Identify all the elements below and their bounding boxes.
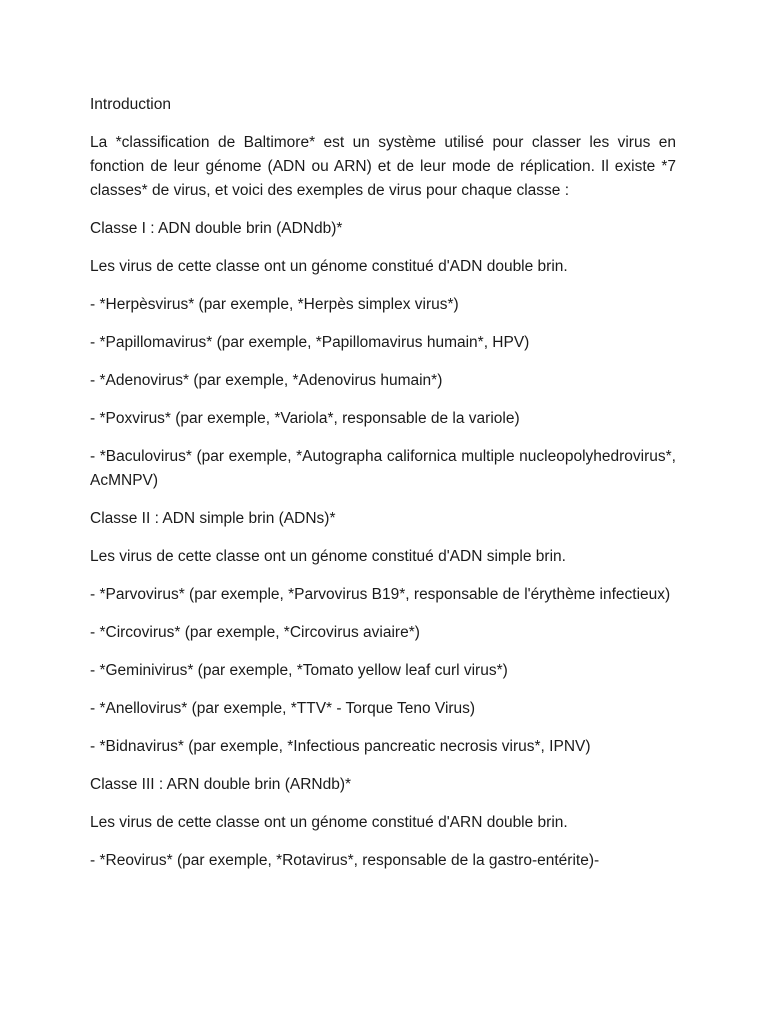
list-item-poxvirus: - *Poxvirus* (par exemple, *Variola*, responsable de la variole) (90, 410, 520, 427)
list-item-papillomavirus: - *Papillomavirus* (par exemple, *Papillomavirus humain*, HPV) (90, 334, 530, 351)
intro-paragraph: La *classification de Baltimore* est un système utilisé pour classer les virus en fonction de leur génome (ADN ou ARN) et de leur mode de réplication. Il existe *7 classes* de virus, et voici des exemples de virus pour chaque classe : (90, 134, 676, 199)
section-heading-introduction: Introduction (90, 96, 171, 113)
list-item-anellovirus: - *Anellovirus* (par exemple, *TTV* - Torque Teno Virus) (90, 700, 476, 717)
class-1-description: Les virus de cette classe ont un génome constitué d'ADN double brin. (90, 258, 568, 275)
class-1-heading: Classe I : ADN double brin (ADNdb)* (90, 220, 343, 237)
list-item-geminivirus: - *Geminivirus* (par exemple, *Tomato yellow leaf curl virus*) (90, 662, 508, 679)
class-2-description: Les virus de cette classe ont un génome constitué d'ADN simple brin. (90, 548, 566, 565)
list-item-adenovirus: - *Adenovirus* (par exemple, *Adenovirus humain*) (90, 372, 443, 389)
list-item-reovirus: - *Reovirus* (par exemple, *Rotavirus*, responsable de la gastro-entérite)- (90, 852, 600, 869)
class-3-heading: Classe III : ARN double brin (ARNdb)* (90, 776, 352, 793)
document-body (90, 93, 676, 887)
class-3-description: Les virus de cette classe ont un génome constitué d'ARN double brin. (90, 814, 568, 831)
class-2-heading: Classe II : ADN simple brin (ADNs)* (90, 510, 336, 527)
list-item-herpesvirus: - *Herpèsvirus* (par exemple, *Herpès simplex virus*) (90, 296, 459, 313)
list-item-parvovirus: - *Parvovirus* (par exemple, *Parvovirus B19*, responsable de l'érythème infectieux) (90, 586, 671, 603)
list-item-baculovirus: - *Baculovirus* (par exemple, *Autographa californica multiple nucleopolyhedrovirus*, AcMNPV) (90, 448, 676, 489)
list-item-bidnavirus: - *Bidnavirus* (par exemple, *Infectious pancreatic necrosis virus*, IPNV) (90, 738, 591, 755)
list-item-circovirus: - *Circovirus* (par exemple, *Circovirus aviaire*) (90, 624, 420, 641)
